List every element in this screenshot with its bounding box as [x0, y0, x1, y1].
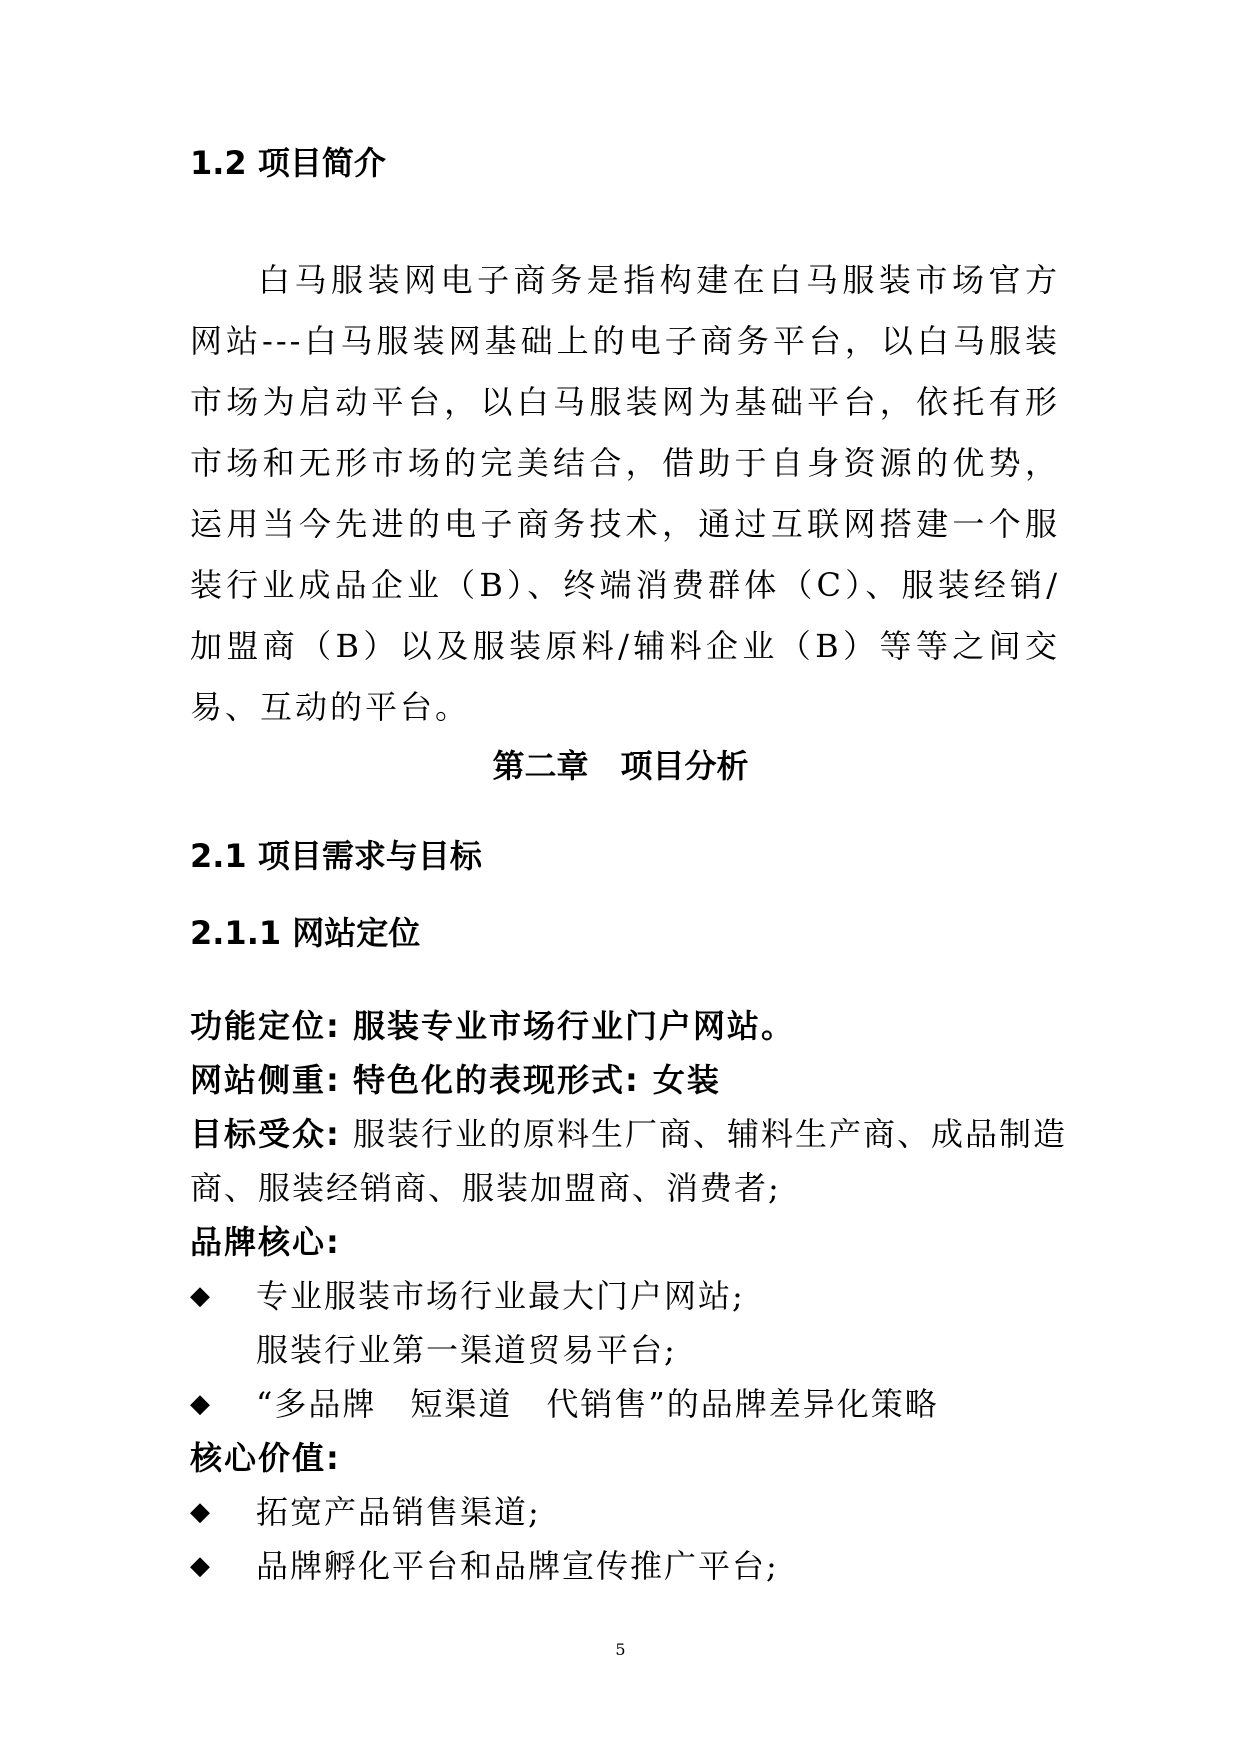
site-focus-text: 特色化的表现形式: 女装 — [352, 1061, 721, 1099]
core-value-label: 核心价值: — [190, 1439, 341, 1477]
site-focus-line — [190, 1060, 721, 1100]
target-audience-text: 服装行业的原料生厂商、辅料生产商、成品制造 — [352, 1115, 1067, 1153]
target-audience-line-2: 商、服装经销商、服装加盟商、消费者; — [190, 1169, 781, 1207]
core-value-item: 品牌孵化平台和品牌宣传推广平台; — [256, 1547, 779, 1585]
black-diamond-icon: ◆ — [190, 1497, 210, 1527]
section-1-2-paragraph: 白马服装网电子商务是指构建在白马服装市场官方网站---白马服装网基础上的电子商务平台，以白马服装市场为启动平台，以白马服装网为基础平台，依托有形市场和无形市场的完美结合，借助于自身资源的优势，运用当今先进的电子商务技术，通过互联网搭建一个服装行业成品企业（B）、终端消费群体（C）、服装经销/加盟商（B）以及服装原料/辅料企业（B）等等之间交易、互动的平台。 — [190, 261, 1060, 726]
black-diamond-icon: ◆ — [190, 1281, 210, 1311]
section-heading-2-1-1: 2.1.1 网站定位 — [190, 914, 421, 952]
target-audience-line — [190, 1114, 1067, 1154]
brand-core-item: “多品牌 短渠道 代销售”的品牌差异化策略 — [256, 1385, 939, 1423]
function-positioning-line — [190, 1006, 795, 1046]
black-diamond-icon: ◆ — [190, 1551, 210, 1581]
site-focus-label: 网站侧重: — [190, 1061, 341, 1099]
black-diamond-icon: ◆ — [190, 1389, 210, 1419]
target-audience-label: 目标受众: — [190, 1115, 341, 1153]
brand-core-item: 服装行业第一渠道贸易平台; — [256, 1331, 677, 1369]
section-heading-1-2: 1.2 项目简介 — [190, 144, 386, 182]
function-positioning-label: 功能定位: — [190, 1007, 341, 1045]
chapter-title: 第二章 项目分析 — [492, 747, 749, 785]
core-value-item: 拓宽产品销售渠道; — [256, 1493, 541, 1531]
page-number: 5 — [615, 1640, 626, 1659]
section-heading-2-1: 2.1 项目需求与目标 — [190, 837, 482, 875]
brand-core-item: 专业服装市场行业最大门户网站; — [256, 1277, 745, 1315]
function-positioning-text: 服装专业市场行业门户网站。 — [352, 1007, 795, 1045]
brand-core-label: 品牌核心: — [190, 1223, 341, 1261]
